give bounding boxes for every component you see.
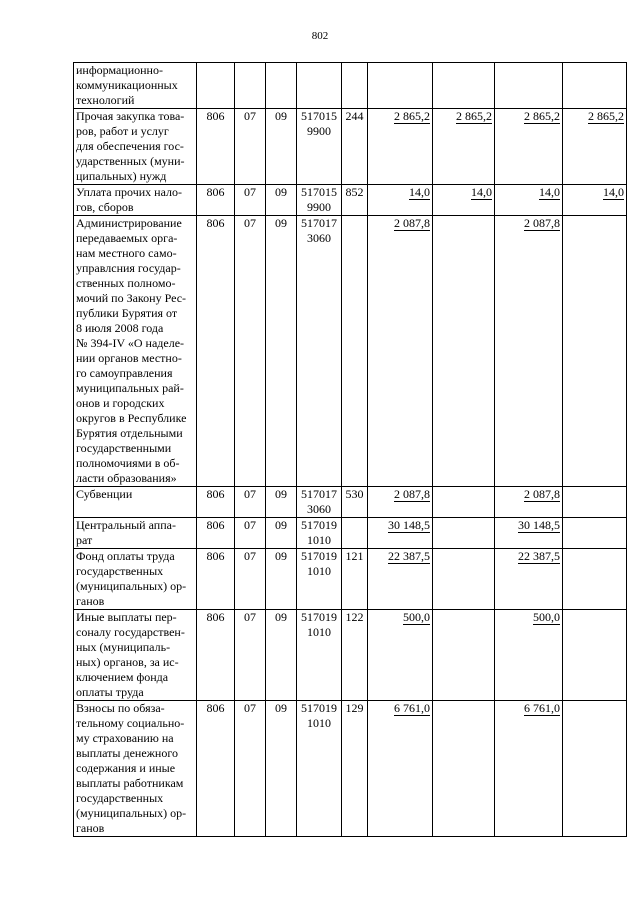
code-pr-cell: 09 (266, 610, 297, 701)
code-rz-cell: 07 (235, 518, 266, 549)
sum4-cell (563, 610, 627, 701)
sum2-cell (433, 109, 495, 185)
code-csr-cell (297, 701, 342, 837)
amount-value: 2 087,8 (524, 216, 560, 230)
row-name-line: рат (76, 533, 93, 547)
sum2-cell (433, 185, 495, 216)
row-name-line: Субвенции (76, 487, 133, 501)
sum2-cell (433, 216, 495, 487)
amount-value: 14,0 (409, 185, 430, 199)
row-name-line: выплаты денежного (76, 746, 178, 760)
row-name-cell (74, 109, 197, 185)
row-name-line: соналу государствен- (76, 625, 185, 639)
row-name-line: ганов (76, 594, 105, 608)
row-name-line: коммуникационных (76, 78, 178, 92)
sum3-cell (495, 610, 563, 701)
sum3-cell (495, 701, 563, 837)
table-row (74, 109, 627, 185)
row-name-line: передаваемых орга- (76, 231, 178, 245)
sum1-cell (368, 63, 433, 109)
row-name-cell (74, 518, 197, 549)
code-vr-cell: 852 (342, 185, 368, 216)
amount-value: 2 087,8 (394, 216, 430, 230)
table-row (74, 216, 627, 487)
row-name-line: выплаты работникам (76, 776, 184, 790)
code-vr-cell: 244 (342, 109, 368, 185)
row-name-line: оплаты труда (76, 685, 144, 699)
amount-value: 22 387,5 (388, 549, 430, 563)
sum3-cell (495, 63, 563, 109)
code-csr-part: 517017 (301, 216, 337, 230)
row-name-line: ударственных (муни- (76, 154, 185, 168)
amount-value: 14,0 (471, 185, 492, 199)
code-vr-cell: 530 (342, 487, 368, 518)
code-csr-part: 517015 (301, 109, 337, 123)
code-gr-cell: 806 (197, 549, 235, 610)
code-rz-cell: 07 (235, 701, 266, 837)
code-csr-part: 1010 (307, 625, 331, 639)
row-name-line: полномочиями в об- (76, 456, 180, 470)
table-row (74, 63, 627, 109)
row-name-line: Центральный аппа- (76, 518, 176, 532)
row-name-line: ганов (76, 821, 105, 835)
amount-value: 30 148,5 (388, 518, 430, 532)
sum1-cell (368, 610, 433, 701)
table-row (74, 549, 627, 610)
row-name-cell (74, 63, 197, 109)
sum4-cell (563, 518, 627, 549)
code-csr-part: 517019 (301, 518, 337, 532)
code-gr-cell: 806 (197, 487, 235, 518)
sum1-cell (368, 185, 433, 216)
sum3-cell (495, 185, 563, 216)
sum2-cell (433, 487, 495, 518)
sum4-cell (563, 109, 627, 185)
row-name-line: публики Бурятия от (76, 306, 178, 320)
row-name-line: Администрирование (76, 216, 182, 230)
code-csr-cell (297, 549, 342, 610)
sum3-cell (495, 518, 563, 549)
code-rz-cell: 07 (235, 216, 266, 487)
table-row (74, 701, 627, 837)
row-name-line: (муниципальных) ор- (76, 579, 187, 593)
amount-value: 6 761,0 (394, 701, 430, 715)
code-gr-cell (197, 63, 235, 109)
code-gr-cell: 806 (197, 216, 235, 487)
sum1-cell (368, 701, 433, 837)
code-gr-cell: 806 (197, 518, 235, 549)
amount-value: 2 087,8 (524, 487, 560, 501)
sum4-cell (563, 185, 627, 216)
row-name-line: ров, работ и услуг (76, 124, 169, 138)
code-pr-cell: 09 (266, 216, 297, 487)
code-gr-cell: 806 (197, 701, 235, 837)
row-name-line: содержания и иные (76, 761, 176, 775)
code-pr-cell: 09 (266, 701, 297, 837)
sum4-cell (563, 216, 627, 487)
sum3-cell (495, 549, 563, 610)
row-name-line: для обеспечения гос- (76, 139, 184, 153)
code-pr-cell: 09 (266, 518, 297, 549)
row-name-line: Взносы по обяза- (76, 701, 165, 715)
amount-value: 500,0 (533, 610, 560, 624)
row-name-cell (74, 549, 197, 610)
row-name-line: го самоуправления (76, 366, 173, 380)
row-name-line: Фонд оплаты труда (76, 549, 175, 563)
amount-value: 2 865,2 (588, 109, 624, 123)
page-number: 802 (311, 30, 329, 42)
code-csr-part: 9900 (307, 124, 331, 138)
code-csr-cell (297, 109, 342, 185)
row-name-line: Уплата прочих нало- (76, 185, 182, 199)
code-vr-cell: 121 (342, 549, 368, 610)
row-name-line: Прочая закупка това- (76, 109, 185, 123)
row-name-line: № 394-IV «О наделе- (76, 336, 185, 350)
code-gr-cell: 806 (197, 109, 235, 185)
code-csr-part: 9900 (307, 200, 331, 214)
amount-value: 2 865,2 (456, 109, 492, 123)
row-name-line: ласти образования» (76, 471, 177, 485)
row-name-line: государственными (76, 441, 172, 455)
code-vr-cell: 122 (342, 610, 368, 701)
amount-value: 2 865,2 (394, 109, 430, 123)
amount-value: 14,0 (603, 185, 624, 199)
sum2-cell (433, 701, 495, 837)
code-gr-cell: 806 (197, 185, 235, 216)
row-name-line: ных) органов, за ис- (76, 655, 179, 669)
row-name-line: мочий по Закону Рес- (76, 291, 187, 305)
row-name-line: ных (муниципаль- (76, 640, 171, 654)
code-csr-cell (297, 487, 342, 518)
code-rz-cell: 07 (235, 610, 266, 701)
sum1-cell (368, 109, 433, 185)
amount-value: 2 087,8 (394, 487, 430, 501)
code-rz-cell: 07 (235, 109, 266, 185)
code-csr-part: 517019 (301, 701, 337, 715)
code-csr-cell (297, 63, 342, 109)
row-name-line: государственных (76, 564, 164, 578)
row-name-line: муниципальных рай- (76, 381, 184, 395)
row-name-line: (муниципальных) ор- (76, 806, 187, 820)
code-vr-cell (342, 518, 368, 549)
row-name-line: Иные выплаты пер- (76, 610, 177, 624)
row-name-line: нии органов местно- (76, 351, 182, 365)
code-pr-cell (266, 63, 297, 109)
code-csr-part: 517019 (301, 549, 337, 563)
sum3-cell (495, 487, 563, 518)
row-name-line: му страхованию на (76, 731, 174, 745)
sum2-cell (433, 63, 495, 109)
amount-value: 14,0 (539, 185, 560, 199)
sum1-cell (368, 487, 433, 518)
code-gr-cell: 806 (197, 610, 235, 701)
sum4-cell (563, 549, 627, 610)
row-name-cell (74, 610, 197, 701)
sum3-cell (495, 216, 563, 487)
sum1-cell (368, 216, 433, 487)
code-rz-cell: 07 (235, 185, 266, 216)
code-csr-part: 1010 (307, 564, 331, 578)
row-name-line: округов в Республике (76, 411, 187, 425)
code-pr-cell: 09 (266, 109, 297, 185)
code-rz-cell (235, 63, 266, 109)
code-csr-part: 3060 (307, 231, 331, 245)
sum4-cell (563, 63, 627, 109)
code-csr-cell (297, 185, 342, 216)
row-name-line: 8 июля 2008 года (76, 321, 164, 335)
row-name-line: тельному социально- (76, 716, 185, 730)
code-csr-part: 3060 (307, 502, 331, 516)
budget-table (73, 62, 627, 837)
amount-value: 500,0 (403, 610, 430, 624)
sum2-cell (433, 549, 495, 610)
row-name-line: нам местного само- (76, 246, 177, 260)
sum4-cell (563, 701, 627, 837)
amount-value: 30 148,5 (518, 518, 560, 532)
code-csr-cell (297, 518, 342, 549)
sum1-cell (368, 518, 433, 549)
code-vr-cell: 129 (342, 701, 368, 837)
code-csr-part: 517019 (301, 610, 337, 624)
table-row (74, 518, 627, 549)
code-pr-cell: 09 (266, 487, 297, 518)
sum1-cell (368, 549, 433, 610)
amount-value: 22 387,5 (518, 549, 560, 563)
table-row (74, 185, 627, 216)
table-row (74, 487, 627, 518)
code-csr-cell (297, 610, 342, 701)
code-pr-cell: 09 (266, 549, 297, 610)
row-name-line: управлсния государ- (76, 261, 181, 275)
row-name-line: ципальных) нужд (76, 169, 167, 183)
row-name-line: гов, сборов (76, 200, 134, 214)
row-name-line: ственных полномо- (76, 276, 176, 290)
sum2-cell (433, 518, 495, 549)
row-name-cell (74, 701, 197, 837)
code-rz-cell: 07 (235, 549, 266, 610)
code-vr-cell (342, 63, 368, 109)
code-vr-cell (342, 216, 368, 487)
code-csr-part: 1010 (307, 716, 331, 730)
row-name-line: государственных (76, 791, 164, 805)
row-name-cell (74, 216, 197, 487)
sum4-cell (563, 487, 627, 518)
row-name-line: информационно- (76, 63, 163, 77)
code-csr-part: 517015 (301, 185, 337, 199)
sum2-cell (433, 610, 495, 701)
row-name-line: технологий (76, 93, 135, 107)
row-name-cell (74, 185, 197, 216)
code-rz-cell: 07 (235, 487, 266, 518)
row-name-line: ключением фонда (76, 670, 169, 684)
amount-value: 6 761,0 (524, 701, 560, 715)
sum3-cell (495, 109, 563, 185)
code-csr-part: 517017 (301, 487, 337, 501)
code-pr-cell: 09 (266, 185, 297, 216)
code-csr-part: 1010 (307, 533, 331, 547)
table-row (74, 610, 627, 701)
amount-value: 2 865,2 (524, 109, 560, 123)
row-name-line: онов и городских (76, 396, 165, 410)
code-csr-cell (297, 216, 342, 487)
row-name-line: Бурятия отдельными (76, 426, 183, 440)
row-name-cell (74, 487, 197, 518)
